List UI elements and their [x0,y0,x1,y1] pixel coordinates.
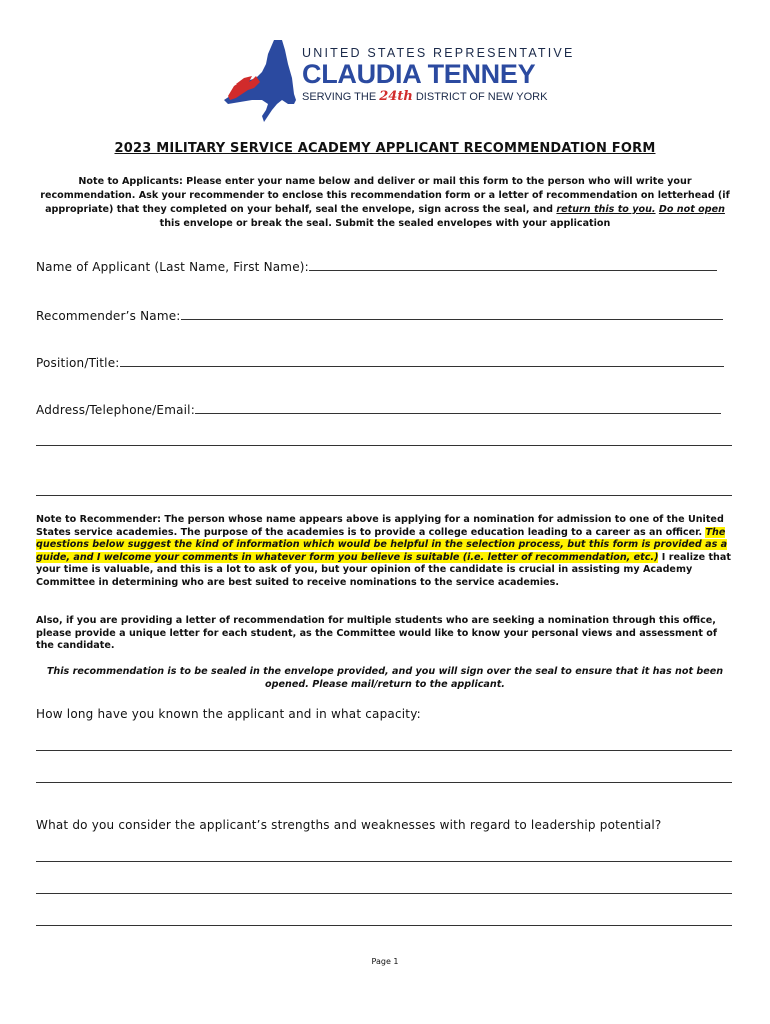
note-applicants-text-end: this envelope or break the seal. Submit the sealed envelopes with your application [159,218,611,229]
district-line [302,89,552,104]
recommender-name-label: Recommender’s Name: [36,309,181,323]
applicant-name-blank[interactable] [309,259,717,271]
note-to-applicants [36,175,734,231]
serving-prefix: SERVING THE [302,91,380,103]
note-applicants-text: Note to Applicants: Please enter your name below and deliver or mail this form to the person who will write your recommendation. Ask your recommender to enclose this recommendation form or a letter of recommendation on letterhead (if appropriate) that they completed on your behalf, seal the envelope, sign across the seal, and [40,176,730,215]
note-applicants-return: return this to you. [556,204,656,215]
address-blank[interactable] [195,402,721,414]
note-recommender-text-end: I realize that your time is valuable, and this is a lot to ask of you, but your opinion of the candidate is crucial in assisting my Academy Committee in determining who are best suited to receive nominations to the service academies. [36,551,731,588]
note-recommender-text: Note to Recommender: The person whose name appears above is applying for a nomination for admission to one of the United States service academies. The purpose of the academies is to provide a college education leading to a career as an officer. [36,514,724,538]
district-number: 24th [379,89,413,104]
representative-title: UNITED STATES REPRESENTATIVE [302,46,575,60]
note-multiple-students: Also, if you are providing a letter of recommendation for multiple students who are seeking a nomination through this office, please provide a unique letter for each student, as the Committee would like to know your personal views and assessment of the candidate. [36,615,718,652]
answer-line-q1-1[interactable] [36,750,732,751]
letterhead-text [302,46,575,104]
new-york-state-map-logo [222,38,300,124]
note-to-recommender [36,514,738,590]
serving-suffix: DISTRICT OF NEW YORK [412,91,548,103]
position-title-field[interactable] [36,355,732,370]
answer-line-q2-3[interactable] [36,925,732,926]
note-applicants-do-not-open: Do not open [658,204,725,215]
position-title-blank[interactable] [120,355,724,367]
address-field[interactable] [36,402,732,417]
applicant-name-label: Name of Applicant (Last Name, First Name): [36,260,309,274]
position-title-label: Position/Title: [36,356,120,370]
page-number: Page 1 [371,957,399,966]
address-line-2[interactable] [36,445,732,446]
recommender-name-field[interactable] [36,308,732,323]
answer-line-q2-2[interactable] [36,893,732,894]
address-label: Address/Telephone/Email: [36,403,195,417]
note-recommender-highlight: The questions below suggest the kind of information which would be helpful in the selection process, but this form is provided as a guide, and I welcome your comments in whatever form you believe is suitable (i.e. letter of recommendation, etc.) [36,526,728,563]
answer-line-q2-1[interactable] [36,861,732,862]
note-sealed-envelope: This recommendation is to be sealed in the envelope provided, and you will sign over the seal to ensure that it has not been opened. Please mail/return to the applicant. [46,666,724,690]
form-title: 2023 MILITARY SERVICE ACADEMY APPLICANT RECOMMENDATION FORM [114,141,656,156]
representative-name: CLAUDIA TENNEY [302,59,536,89]
address-line-3[interactable] [36,495,732,496]
recommender-name-blank[interactable] [181,308,723,320]
letterhead [222,38,575,126]
applicant-name-field[interactable] [36,259,732,274]
question-known-applicant: How long have you known the applicant and in what capacity: [36,707,421,721]
question-leadership: What do you consider the applicant’s strengths and weaknesses with regard to leadership potential? [36,818,662,832]
answer-line-q1-2[interactable] [36,782,732,783]
